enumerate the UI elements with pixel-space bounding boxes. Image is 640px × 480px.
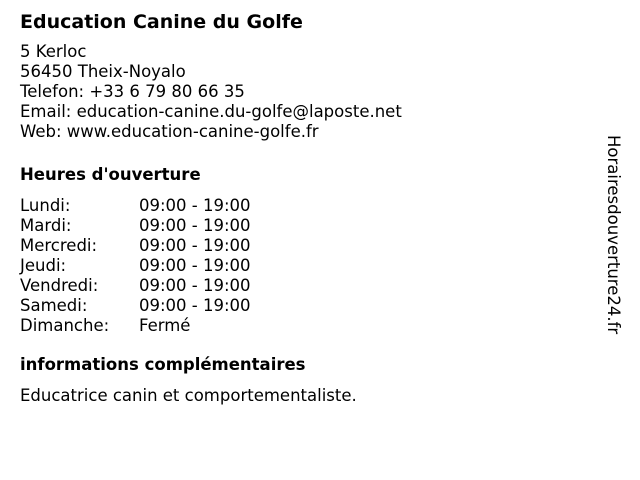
day-label: Vendredi: (20, 276, 99, 295)
email-address: Email: education-canine.du-golfe@laposte.net (20, 102, 402, 121)
hours-row-monday (20, 196, 251, 216)
day-hours: Fermé (139, 316, 191, 335)
day-hours: 09:00 - 19:00 (139, 196, 251, 215)
site-watermark: Horairesdouverture24.fr (604, 135, 623, 335)
day-label: Lundi: (20, 196, 71, 215)
day-hours: 09:00 - 19:00 (139, 216, 251, 235)
hours-row-thursday (20, 256, 251, 276)
additional-info-heading: informations complémentaires (20, 355, 306, 374)
website-url: Web: www.education-canine-golfe.fr (20, 122, 319, 141)
opening-hours-table (20, 196, 251, 336)
day-label: Jeudi: (20, 256, 67, 275)
day-hours: 09:00 - 19:00 (139, 296, 251, 315)
phone-number: Telefon: +33 6 79 80 66 35 (20, 82, 245, 101)
business-name: Education Canine du Golfe (20, 11, 303, 33)
hours-row-sunday (20, 316, 251, 336)
day-label: Mardi: (20, 216, 72, 235)
day-hours: 09:00 - 19:00 (139, 236, 251, 255)
opening-hours-heading: Heures d'ouverture (20, 165, 201, 184)
hours-row-saturday (20, 296, 251, 316)
day-label: Dimanche: (20, 316, 110, 335)
address-street: 5 Kerloc (20, 42, 87, 61)
business-card (20, 10, 580, 406)
day-label: Samedi: (20, 296, 88, 315)
additional-info-text: Educatrice canin et comportementaliste. (20, 386, 357, 405)
day-hours: 09:00 - 19:00 (139, 256, 251, 275)
address-city: 56450 Theix-Noyalo (20, 62, 186, 81)
hours-row-wednesday (20, 236, 251, 256)
day-hours: 09:00 - 19:00 (139, 276, 251, 295)
hours-row-tuesday (20, 216, 251, 236)
day-label: Mercredi: (20, 236, 98, 255)
hours-row-friday (20, 276, 251, 296)
